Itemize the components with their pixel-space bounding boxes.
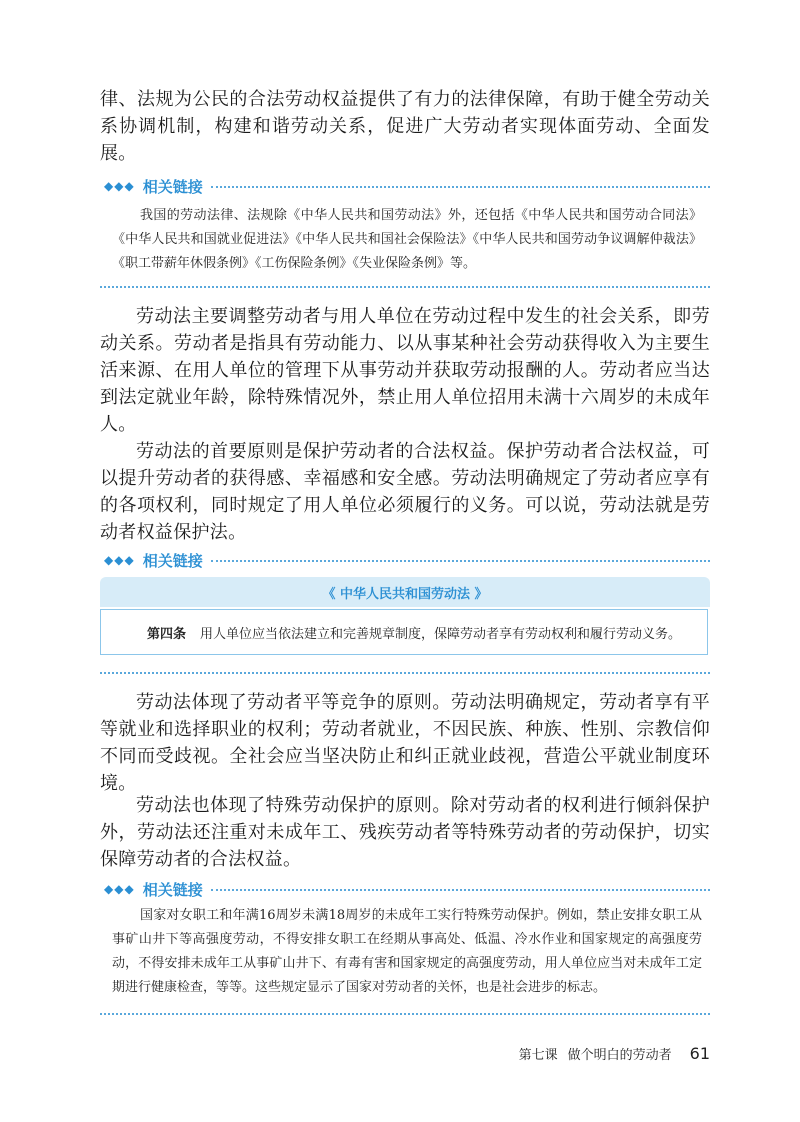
body-paragraph: 劳动法的首要原则是保护劳动者的合法权益。保护劳动者合法权益，可以提升劳动者的获得感、幸福感和安全感。劳动法明确规定了劳动者应享有的各项权利，同时规定了用人单位必须履行的义务。可以说，劳动法就是劳动者权益保护法。 bbox=[100, 441, 710, 543]
related-link-text: 我国的劳动法律、法规除《中华人民共和国劳动法》外，还包括《中华人民共和国劳动合同法》《中华人民共和国就业促进法》《中华人民共和国社会保险法》《中华人民共和国劳动争议调解仲裁法》《职工带薪年休假条例》《工伤保险条例》《失业保险条例》等。 bbox=[112, 208, 702, 271]
law-title: 《 中华人民共和国劳动法 》 bbox=[322, 586, 488, 602]
body-paragraph: 劳动法体现了劳动者平等竞争的原则。劳动法明确规定，劳动者享有平等就业和选择职业的权利；劳动者就业，不因民族、种族、性别、宗教信仰不同而受歧视。全社会应当坚决防止和纠正就业歧视，营造公平就业制度环境。 bbox=[100, 692, 710, 794]
dotted-divider bbox=[100, 1013, 710, 1015]
related-link-header bbox=[104, 878, 710, 900]
dotted-divider bbox=[100, 672, 710, 674]
law-article-box bbox=[100, 609, 708, 655]
diamond-bullets-icon: ◆◆◆ bbox=[104, 179, 135, 193]
dotted-divider bbox=[211, 186, 710, 188]
law-article-number: 第四条 bbox=[147, 626, 187, 642]
body-paragraph: 劳动法主要调整劳动者与用人单位在劳动过程中发生的社会关系，即劳动关系。劳动者是指具有劳动能力、以从事某种社会劳动获得收入为主要生活来源、在用人单位的管理下从事劳动并获取劳动报酬的人。劳动者应当达到法定就业年龄，除特殊情况外，禁止用人单位招用未满十六周岁的未成年人。 bbox=[100, 306, 710, 435]
related-link-header bbox=[104, 175, 710, 197]
related-link-title: 相关链接 bbox=[142, 551, 203, 570]
related-link-text: 国家对女职工和年满16周岁未满18周岁的未成年工实行特殊劳动保护。例如，禁止安排女职工从事矿山井下等高强度劳动，不得安排女职工在经期从事高处、低温、冷水作业和国家规定的高强度劳动，不得安排未成年工从事矿山井下、有毒有害和国家规定的高强度劳动，用人单位应当对未成年工定期进行健康检查，等等。这些规定显示了国家对劳动者的关怀，也是社会进步的标志。 bbox=[112, 908, 702, 995]
dotted-divider bbox=[100, 286, 710, 288]
related-link-header bbox=[104, 549, 710, 571]
page-number: 61 bbox=[689, 1044, 710, 1063]
footer-lesson: 第七课 bbox=[518, 1048, 558, 1063]
page-footer bbox=[480, 1044, 710, 1063]
law-title-bar bbox=[100, 577, 710, 607]
dotted-divider bbox=[211, 889, 710, 891]
dotted-divider bbox=[211, 560, 710, 562]
diamond-bullets-icon: ◆◆◆ bbox=[104, 882, 135, 896]
related-link-title: 相关链接 bbox=[142, 177, 203, 196]
diamond-bullets-icon: ◆◆◆ bbox=[104, 553, 135, 567]
footer-title: 做个明白的劳动者 bbox=[567, 1048, 672, 1063]
body-paragraph: 劳动法也体现了特殊劳动保护的原则。除对劳动者的权利进行倾斜保护外，劳动法还注重对未成年工、残疾劳动者等特殊劳动者的劳动保护，切实保障劳动者的合法权益。 bbox=[100, 795, 710, 870]
related-link-title: 相关链接 bbox=[142, 880, 203, 899]
body-paragraph: 律、法规为公民的合法劳动权益提供了有力的法律保障，有助于健全劳动关系协调机制，构建和谐劳动关系，促进广大劳动者实现体面劳动、全面发展。 bbox=[100, 89, 710, 164]
law-article-text: 用人单位应当依法建立和完善规章制度，保障劳动者享有劳动权利和履行劳动义务。 bbox=[200, 626, 682, 642]
